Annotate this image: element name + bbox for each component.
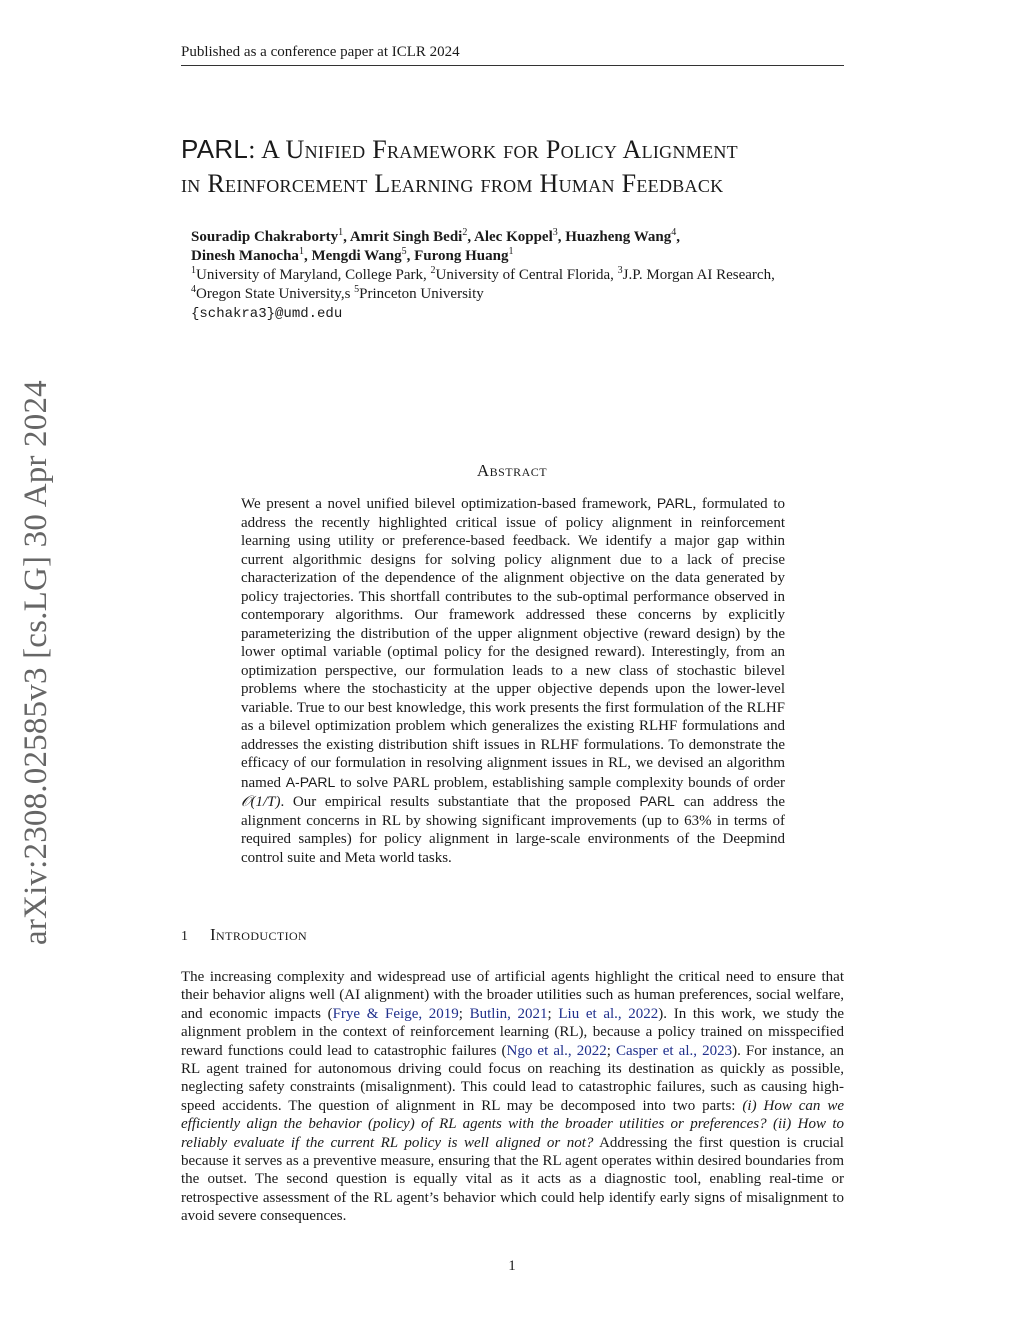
introduction-body: The increasing complexity and widespread use of artificial agents highlight the critical need to ensure that their behavior aligns well (AI alignment) with the broader utilities such as human preferences, social welfare, and economic impacts (Frye & Feige, 2019; Butlin, 2021; Liu et al., 2022). In this work, we study the alignment problem in the context of reinforcement learning (RL), because a policy trained on misspecified reward functions could lead to catastrophic failures (Ngo et al., 2022; Casper et al., 2023). For instance, an RL agent trained for autonomous driving could focus on reaching its destination as quickly as possible, neglecting safety constraints (misalignment). This could lead to catastrophic failures, such as causing high-speed accidents. The question of alignment in RL may be decomposed into two parts: (i) How can we efficiently align the behavior (policy) of RL agents with the broader utilities or preferences? (ii) How to reliably evaluate if the current RL policy is well aligned or not? Addressing the first question is crucial because it serves as a preventive measure, ensuring that the RL agent operates within desired boundaries from the outset. The second question is equally vital as it acts as a diagnostic tool, enabling real-time or retrospective assessment of the RL agent’s behavior which could help identify early signs of misalignment to avoid severe consequences. [181,969,845,1225]
author-name: Amrit Singh Bedi [349,229,463,245]
title-acronym: PARL [181,134,249,164]
author-name: Huazheng Wang [565,229,672,245]
paper-title [181,132,861,201]
contact-email: {schakra3}@umd.edu [191,306,343,322]
abstract-heading: Abstract [476,461,548,480]
citation-link[interactable]: Butlin, 2021 [469,1005,548,1022]
page-number: 1 [508,1258,516,1274]
author-name: Furong Huang [414,248,509,264]
citation-link[interactable]: Casper et al., 2023 [616,1042,733,1059]
title-line2: in Reinforcement Learning from Human Feedback [181,169,724,198]
author-block: Souradip Chakraborty$^1$, Amrit Singh Bedi$^2$, Alec Koppel$^3$, Huazheng Wang$^4$, Dinesh Manocha$^1$, Mengdi Wang$^5$, Furong Huang$^1$ $^1$University of Maryland, College Park, $^2$University of Central Florida, $^3$J.P. Morgan AI Research, $^4$Oregon State University,s $^5$Princeton University {schakra3}@umd.edu [191,227,775,322]
running-head: Published as a conference paper at ICLR 2024 [181,44,460,60]
affiliations: $^1$University of Maryland, College Park, $^2$University of Central Florida, $^3$J.P. Morgan AI Research, $^4$Oregon State University,s $^5$Princeton University [191,265,775,302]
author-name: Souradip Chakraborty [191,229,339,245]
section-heading-introduction: 1 Introduction [181,925,308,944]
research-questions: (i) How can we efficiently align the behavior (policy) of RL agents with the broader utilities or preferences? (ii) How to reliably evaluate if the current RL policy is well aligned or not? [181,1097,844,1151]
title-line1: : A Unified Framework for Policy Alignment [248,135,738,164]
citation-link[interactable]: Ngo et al., 2022 [506,1042,607,1059]
abstract-body: We present a novel unified bilevel optimization-based framework, PARL, formulated to address the recently highlighted critical issue of policy alignment in reinforcement learning using utility or preference-based feedback. We identify a major gap within current algorithmic designs for solving policy alignment due to a lack of precise characterization of the dependence of the alignment objective on the data generated by policy trajectories. This shortfall contributes to the sub-optimal performance observed in contemporary algorithms. Our framework addressed these concerns by explicitly parameterizing the distribution of the upper alignment objective (reward design) by the lower optimal variable (optimal policy for the designed reward). Interestingly, from an optimization perspective, our formulation leads to a new class of stochastic bilevel problems where the stochasticity at the upper objective depends upon the lower-level variable. True to our best knowledge, this work presents the first formulation of the RLHF as a bilevel optimization problem which generalizes the existing RLHF formulations and addresses the existing distribution shift issues in RLHF formulations. To demonstrate the efficacy of our formulation in resolving alignment issues in RL, we devised an algorithm named A-PARL to solve PARL problem, establishing sample complexity bounds of order 𝒪(1/T). Our empirical results substantiate that the proposed PARL can address the alignment concerns in RL by showing significant improvements (up to 63% in terms of required samples) for policy alignment in large-scale environments of the Deepmind control suite and Meta world tasks. [241,495,785,866]
arxiv-stamp: arXiv:2308.02585v3 [cs.LG] 30 Apr 2024 [18,380,54,945]
author-name: Alec Koppel [474,229,553,245]
complexity-order: 𝒪(1/T) [241,794,281,810]
citation-link[interactable]: Frye & Feige, 2019 [332,1005,459,1022]
author-name: Mengdi Wang [311,248,402,264]
author-name: Dinesh Manocha [191,248,299,264]
header-rule [181,65,844,66]
citation-link[interactable]: Liu et al., 2022 [558,1005,659,1022]
